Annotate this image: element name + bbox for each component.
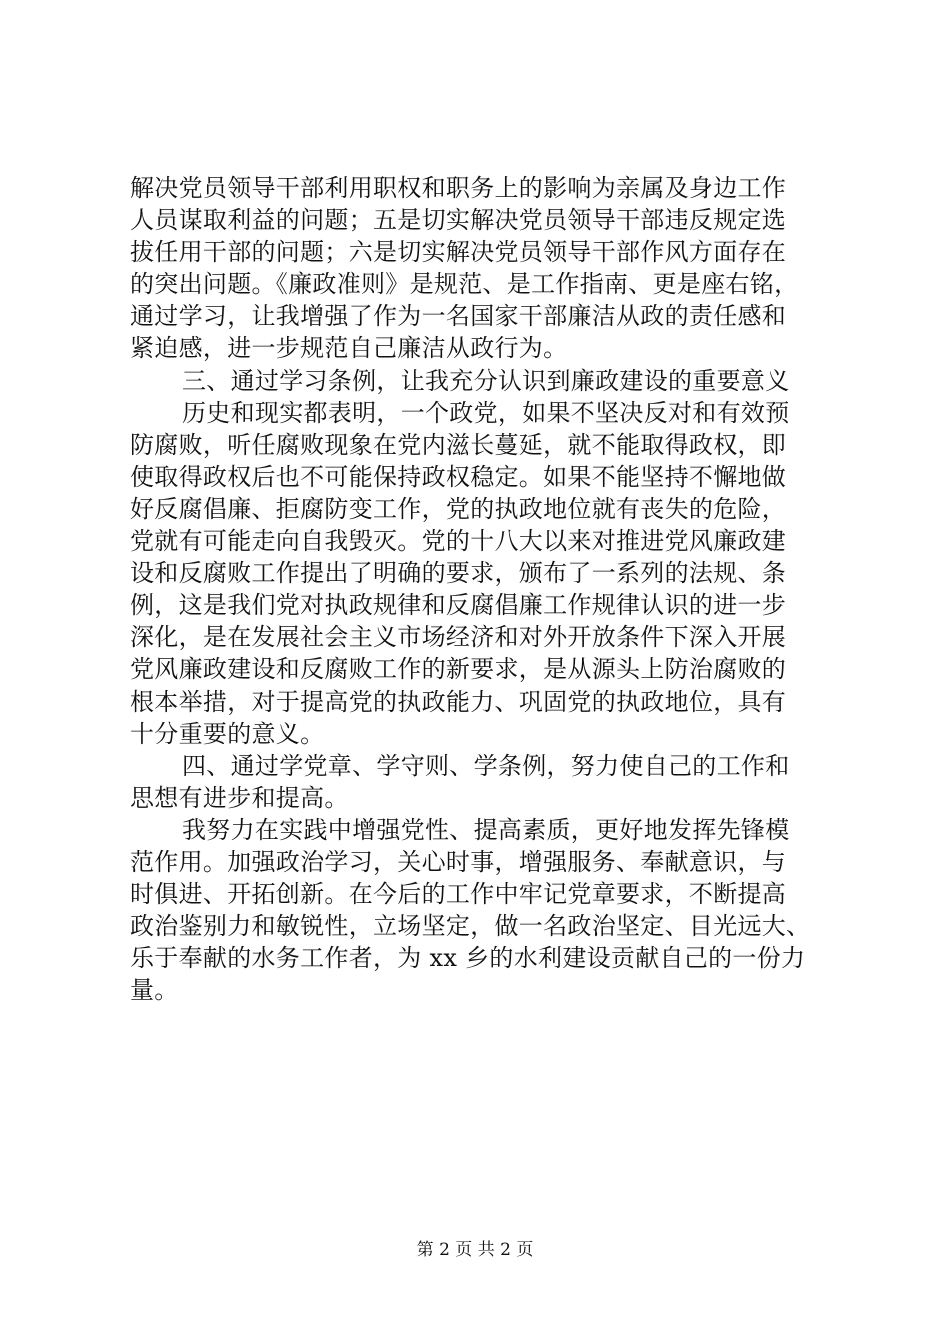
text-line: 例，这是我们党对执政规律和反腐倡廉工作规律认识的进一步 (130, 591, 787, 620)
text-line: 设和反腐败工作提出了明确的要求，颁布了一系列的法规、条 (130, 559, 787, 588)
text-line: 十分重要的意义。 (130, 719, 325, 748)
text-line: 使取得政权后也不可能保持政权稳定。如果不能坚持不懈地做 (130, 462, 787, 491)
text-line: 党就有可能走向自我毁灭。党的十八大以来对推进党风廉政建 (130, 527, 787, 556)
text-line: 拔任用干部的问题；六是切实解决党员领导干部作风方面存在 (130, 238, 787, 267)
text-line: 通过学习，让我增强了作为一名国家干部廉洁从政的责任感和 (130, 302, 787, 331)
text-line: 根本举措，对于提高党的执政能力、巩固党的执政地位，具有 (130, 687, 787, 716)
text-line: 政治鉴别力和敏锐性，立场坚定，做一名政治坚定、目光远大、 (130, 912, 811, 941)
text-line: 党风廉政建设和反腐败工作的新要求，是从源头上防治腐败的 (130, 655, 787, 684)
text-line: 历史和现实都表明，一个政党，如果不坚决反对和有效预 (182, 398, 790, 427)
text-line: 范作用。加强政治学习，关心时事，增强服务、奉献意识，与 (130, 847, 787, 876)
text-line: 深化，是在发展社会主义市场经济和对外开放条件下深入开展 (130, 623, 787, 652)
text-line: 量。 (130, 976, 179, 1005)
text-line: 三、通过学习条例，让我充分认识到廉政建设的重要意义 (182, 366, 790, 395)
text-line: 好反腐倡廉、拒腐防变工作，党的执政地位就有丧失的危险， (130, 494, 787, 523)
text-line: 思想有进步和提高。 (130, 783, 349, 812)
text-line: 的突出问题。《廉政准则》是规范、是工作指南、更是座右铭， (130, 270, 799, 299)
text-line: 时俱进、开拓创新。在今后的工作中牢记党章要求，不断提高 (130, 880, 787, 909)
text-line: 紧迫感，进一步规范自己廉洁从政行为。 (130, 334, 568, 363)
text-line: 四、通过学党章、学守则、学条例，努力使自己的工作和 (182, 751, 790, 780)
text-line: 乐于奉献的水务工作者，为 xx 乡的水利建设贡献自己的一份力 (130, 944, 806, 973)
text-line: 解决党员领导干部利用职权和职务上的影响为亲属及身边工作 (130, 174, 787, 202)
text-line: 防腐败，听任腐败现象在党内滋长蔓延，就不能取得政权，即 (130, 430, 787, 459)
document-body (130, 172, 850, 1006)
text-line: 人员谋取利益的问题；五是切实解决党员领导干部违反规定选 (130, 206, 787, 235)
page-number-footer: 第 2 页 共 2 页 (416, 1240, 534, 1260)
text-line: 我努力在实践中增强党性、提高素质，更好地发挥先锋模 (182, 815, 790, 844)
